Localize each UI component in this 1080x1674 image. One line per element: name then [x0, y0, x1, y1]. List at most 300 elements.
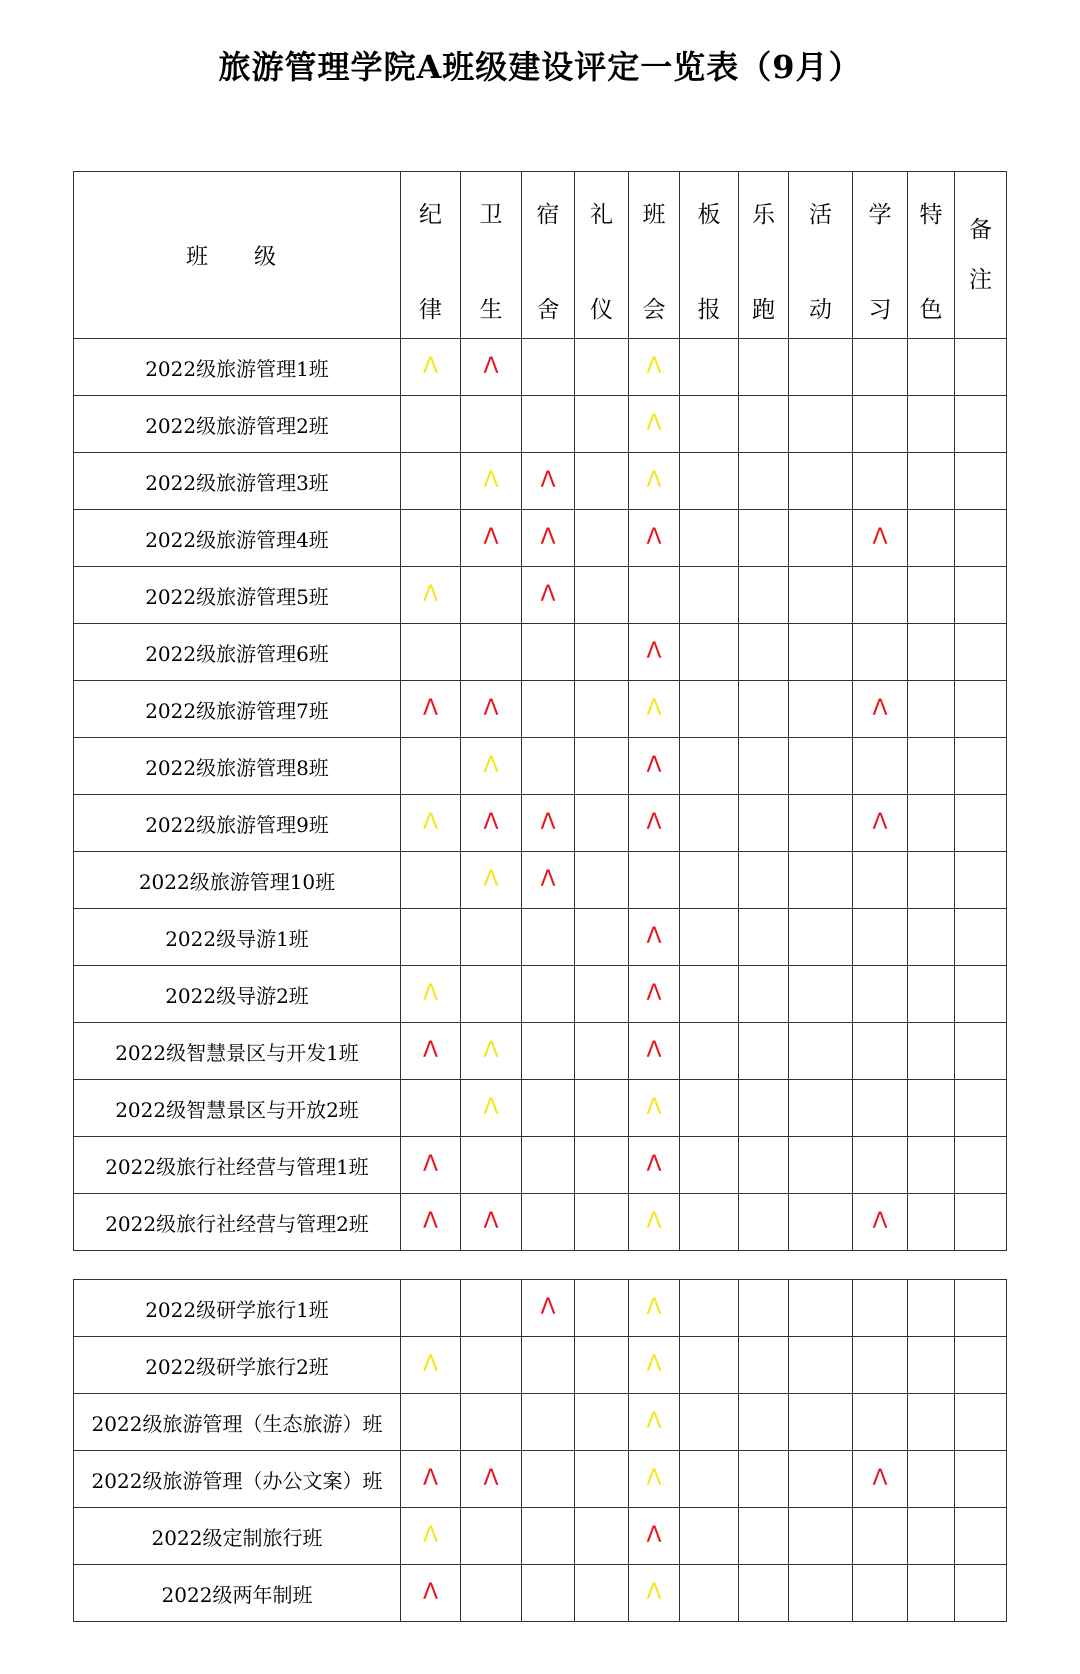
rating-cell [853, 1565, 908, 1622]
class-name-cell [74, 909, 401, 966]
header-char: 报 [697, 297, 721, 323]
header-dormitory [522, 172, 575, 339]
rating-cell [739, 1023, 789, 1080]
table-row [74, 909, 1007, 966]
rating-cell [789, 852, 853, 909]
rating-cell [739, 852, 789, 909]
rating-cell [908, 1280, 955, 1337]
rating-cell [908, 1337, 955, 1394]
rating-cell [908, 795, 955, 852]
remarks-cell [955, 567, 1007, 624]
class-name: 2022级定制旅行班 [151, 1525, 323, 1550]
rating-cell [522, 1451, 575, 1508]
rating-cell [739, 795, 789, 852]
class-name: 2022级旅游管理9班 [145, 812, 329, 837]
rating-mark-red: Λ [483, 354, 499, 379]
rating-cell [575, 795, 629, 852]
rating-cell [575, 1023, 629, 1080]
remarks-cell [955, 1280, 1007, 1337]
rating-cell [522, 1194, 575, 1251]
class-name: 2022级旅行社经营与管理1班 [105, 1154, 369, 1179]
class-name-cell [74, 681, 401, 738]
rating-cell [575, 453, 629, 510]
table-row [74, 453, 1007, 510]
rating-cell [789, 1565, 853, 1622]
rating-cell [461, 966, 522, 1023]
table-row [74, 966, 1007, 1023]
rating-cell [461, 1451, 522, 1508]
rating-cell [522, 453, 575, 510]
rating-cell [629, 1394, 680, 1451]
table-row [74, 1508, 1007, 1565]
class-name: 2022级旅游管理7班 [145, 698, 329, 723]
rating-cell [789, 339, 853, 396]
rating-cell [629, 396, 680, 453]
rating-cell [401, 510, 461, 567]
rating-cell [522, 1565, 575, 1622]
rating-mark-red: Λ [646, 981, 662, 1006]
rating-cell [680, 1394, 739, 1451]
header-char: 会 [642, 297, 666, 323]
rating-cell [853, 624, 908, 681]
rating-mark-red: Λ [872, 525, 888, 550]
rating-cell [853, 1394, 908, 1451]
rating-cell [789, 909, 853, 966]
rating-mark-yellow: Λ [646, 1352, 662, 1377]
rating-cell [789, 624, 853, 681]
table-row [74, 339, 1007, 396]
rating-cell [739, 1194, 789, 1251]
header-class-meeting [629, 172, 680, 339]
class-name: 2022级旅游管理2班 [145, 413, 329, 438]
rating-cell [401, 738, 461, 795]
rating-cell [522, 1394, 575, 1451]
remarks-cell [955, 738, 1007, 795]
rating-cell [522, 852, 575, 909]
rating-cell [461, 1137, 522, 1194]
rating-mark-red: Λ [540, 810, 556, 835]
rating-cell [680, 909, 739, 966]
rating-cell [739, 966, 789, 1023]
rating-cell [461, 1080, 522, 1137]
rating-cell [789, 567, 853, 624]
header-char: 习 [868, 297, 892, 323]
rating-cell [401, 1194, 461, 1251]
rating-mark-red: Λ [646, 924, 662, 949]
class-name: 2022级导游1班 [165, 926, 309, 951]
rating-cell [789, 738, 853, 795]
page-title: 旅游管理学院A班级建设评定一览表（9月） [218, 48, 862, 86]
rating-cell [680, 1508, 739, 1565]
rating-cell [853, 1451, 908, 1508]
class-name-cell [74, 567, 401, 624]
rating-cell [680, 795, 739, 852]
remarks-cell [955, 909, 1007, 966]
rating-cell [739, 1137, 789, 1194]
rating-cell [739, 909, 789, 966]
rating-cell [522, 1508, 575, 1565]
remarks-cell [955, 1023, 1007, 1080]
rating-mark-red: Λ [483, 1466, 499, 1491]
table-main-body [74, 339, 1007, 1251]
rating-cell [575, 681, 629, 738]
rating-cell [789, 1394, 853, 1451]
rating-cell [401, 396, 461, 453]
rating-cell [522, 681, 575, 738]
remarks-cell [955, 396, 1007, 453]
rating-cell [908, 567, 955, 624]
rating-cell [629, 852, 680, 909]
table-row [74, 1194, 1007, 1251]
table-row [74, 1023, 1007, 1080]
rating-cell [461, 624, 522, 681]
remarks-cell [955, 339, 1007, 396]
rating-cell [629, 1337, 680, 1394]
class-name: 2022级旅游管理（办公文案）班 [91, 1468, 383, 1493]
rating-cell [401, 1080, 461, 1137]
rating-cell [853, 339, 908, 396]
class-name-cell [74, 738, 401, 795]
rating-cell [789, 1080, 853, 1137]
table-row [74, 1394, 1007, 1451]
rating-cell [853, 510, 908, 567]
header-char: 宿 [536, 202, 560, 228]
rating-cell [853, 795, 908, 852]
rating-cell [629, 966, 680, 1023]
rating-mark-yellow: Λ [646, 1580, 662, 1605]
header-char: 纪 [419, 202, 442, 228]
table-row [74, 852, 1007, 909]
rating-cell [739, 681, 789, 738]
class-name: 2022级旅游管理10班 [138, 869, 336, 894]
rating-cell [908, 1508, 955, 1565]
rating-cell [680, 1194, 739, 1251]
table-row [74, 681, 1007, 738]
rating-cell [789, 453, 853, 510]
rating-mark-red: Λ [483, 525, 499, 550]
rating-cell [461, 1337, 522, 1394]
rating-cell [680, 1451, 739, 1508]
rating-cell [853, 1137, 908, 1194]
rating-cell [461, 1023, 522, 1080]
remarks-cell [955, 453, 1007, 510]
rating-mark-yellow: Λ [646, 1466, 662, 1491]
rating-cell [680, 453, 739, 510]
class-name-cell [74, 510, 401, 567]
rating-cell [739, 339, 789, 396]
rating-cell [401, 567, 461, 624]
rating-mark-red: Λ [646, 639, 662, 664]
rating-cell [401, 339, 461, 396]
rating-cell [739, 1451, 789, 1508]
rating-cell [853, 966, 908, 1023]
header-remarks [955, 172, 1007, 339]
rating-mark-red: Λ [646, 1152, 662, 1177]
rating-cell [739, 396, 789, 453]
rating-cell [908, 396, 955, 453]
rating-cell [739, 510, 789, 567]
rating-cell [522, 624, 575, 681]
rating-cell [575, 1280, 629, 1337]
rating-mark-red: Λ [646, 525, 662, 550]
rating-mark-red: Λ [483, 696, 499, 721]
class-name-cell [74, 1394, 401, 1451]
class-name-cell [74, 852, 401, 909]
table-row [74, 1280, 1007, 1337]
rating-cell [461, 453, 522, 510]
remarks-cell [955, 852, 1007, 909]
rating-cell [401, 795, 461, 852]
rating-cell [853, 1337, 908, 1394]
class-name-cell [74, 1194, 401, 1251]
rating-cell [401, 681, 461, 738]
class-name-cell [74, 1508, 401, 1565]
header-char: 班 [642, 202, 666, 228]
rating-cell [629, 1080, 680, 1137]
rating-cell [461, 510, 522, 567]
class-name: 2022级旅游管理6班 [145, 641, 329, 666]
rating-cell [401, 966, 461, 1023]
class-name-cell [74, 1023, 401, 1080]
rating-cell [522, 1280, 575, 1337]
rating-mark-red: Λ [646, 1038, 662, 1063]
rating-cell [401, 1337, 461, 1394]
rating-cell [629, 909, 680, 966]
rating-mark-yellow: Λ [646, 696, 662, 721]
header-row [74, 172, 1007, 339]
rating-cell [739, 738, 789, 795]
rating-cell [908, 966, 955, 1023]
rating-cell [522, 1080, 575, 1137]
rating-mark-yellow: Λ [422, 1352, 439, 1377]
table-secondary-body [74, 1280, 1007, 1622]
header-class [74, 172, 401, 339]
rating-cell [629, 453, 680, 510]
rating-cell [629, 567, 680, 624]
rating-cell [908, 624, 955, 681]
rating-cell [853, 1080, 908, 1137]
rating-cell [461, 1194, 522, 1251]
rating-cell [522, 1337, 575, 1394]
table-row [74, 1565, 1007, 1622]
rating-cell [401, 624, 461, 681]
rating-cell [522, 738, 575, 795]
rating-cell [461, 909, 522, 966]
rating-cell [575, 1137, 629, 1194]
rating-mark-red: Λ [872, 810, 888, 835]
rating-cell [853, 681, 908, 738]
rating-cell [680, 1080, 739, 1137]
header-char: 学 [868, 202, 892, 228]
rating-mark-yellow: Λ [422, 582, 439, 607]
header-etiquette [575, 172, 629, 339]
header-char: 跑 [752, 297, 775, 323]
rating-cell [629, 510, 680, 567]
rating-cell [401, 852, 461, 909]
remarks-cell [955, 966, 1007, 1023]
rating-cell [908, 909, 955, 966]
rating-cell [789, 1023, 853, 1080]
header-char: 备 [969, 217, 992, 243]
rating-cell [739, 624, 789, 681]
remarks-cell [955, 1080, 1007, 1137]
rating-cell [401, 1451, 461, 1508]
rating-cell [522, 1023, 575, 1080]
rating-cell [401, 1280, 461, 1337]
class-name-cell [74, 795, 401, 852]
header-char: 动 [809, 297, 832, 323]
rating-mark-yellow: Λ [646, 1295, 662, 1320]
rating-cell [853, 909, 908, 966]
rating-cell [575, 1080, 629, 1137]
rating-cell [575, 1337, 629, 1394]
rating-cell [680, 852, 739, 909]
table-row [74, 567, 1007, 624]
rating-cell [739, 453, 789, 510]
rating-mark-yellow: Λ [483, 753, 499, 778]
table-row [74, 1451, 1007, 1508]
rating-mark-red: Λ [540, 525, 556, 550]
header-blackboard [680, 172, 739, 339]
rating-cell [789, 1194, 853, 1251]
remarks-cell [955, 510, 1007, 567]
rating-mark-red: Λ [540, 1295, 556, 1320]
rating-cell [522, 909, 575, 966]
rating-cell [575, 1451, 629, 1508]
rating-cell [853, 453, 908, 510]
class-name: 2022级旅行社经营与管理2班 [105, 1211, 369, 1236]
remarks-cell [955, 1194, 1007, 1251]
class-name: 2022级两年制班 [161, 1582, 313, 1607]
rating-cell [629, 1508, 680, 1565]
rating-cell [575, 1394, 629, 1451]
rating-cell [575, 738, 629, 795]
class-name: 2022级旅游管理（生态旅游）班 [91, 1411, 383, 1436]
class-name: 2022级智慧景区与开放2班 [115, 1097, 359, 1122]
remarks-cell [955, 681, 1007, 738]
rating-cell [461, 738, 522, 795]
rating-cell [629, 795, 680, 852]
rating-cell [680, 966, 739, 1023]
rating-cell [908, 339, 955, 396]
rating-cell [908, 1080, 955, 1137]
rating-mark-red: Λ [646, 810, 662, 835]
table-row [74, 1080, 1007, 1137]
rating-mark-red: Λ [872, 1466, 888, 1491]
rating-mark-red: Λ [422, 1209, 439, 1234]
rating-cell [401, 909, 461, 966]
rating-mark-red: Λ [646, 753, 662, 778]
remarks-cell [955, 1451, 1007, 1508]
class-name-cell [74, 966, 401, 1023]
rating-cell [575, 339, 629, 396]
rating-cell [853, 1280, 908, 1337]
remarks-cell [955, 795, 1007, 852]
rating-cell [789, 966, 853, 1023]
rating-mark-yellow: Λ [646, 1409, 662, 1434]
rating-mark-red: Λ [540, 867, 556, 892]
header-char: 注 [969, 267, 992, 293]
remarks-cell [955, 624, 1007, 681]
class-name: 2022级研学旅行1班 [145, 1297, 329, 1322]
rating-mark-red: Λ [422, 1466, 439, 1491]
rating-cell [853, 1194, 908, 1251]
rating-cell [401, 1137, 461, 1194]
rating-cell [629, 624, 680, 681]
table-row [74, 795, 1007, 852]
class-name: 2022级智慧景区与开发1班 [115, 1040, 359, 1065]
rating-mark-yellow: Λ [483, 1095, 499, 1120]
rating-cell [461, 852, 522, 909]
header-char: 仪 [590, 297, 613, 323]
rating-cell [629, 1137, 680, 1194]
class-name: 2022级旅游管理4班 [145, 527, 329, 552]
rating-cell [629, 1565, 680, 1622]
remarks-cell [955, 1565, 1007, 1622]
header-char: 乐 [752, 202, 775, 228]
header-char: 特 [919, 202, 943, 228]
rating-mark-yellow: Λ [422, 1523, 439, 1548]
rating-cell [522, 396, 575, 453]
class-name: 2022级旅游管理3班 [145, 470, 329, 495]
rating-cell [680, 1337, 739, 1394]
rating-cell [629, 738, 680, 795]
rating-mark-yellow: Λ [646, 468, 662, 493]
rating-cell [522, 339, 575, 396]
rating-cell [853, 738, 908, 795]
rating-cell [575, 852, 629, 909]
header-activity [789, 172, 853, 339]
rating-cell [908, 1137, 955, 1194]
rating-cell [629, 1280, 680, 1337]
class-name-cell [74, 396, 401, 453]
rating-cell [739, 1565, 789, 1622]
rating-cell [680, 1565, 739, 1622]
rating-cell [522, 1137, 575, 1194]
rating-cell [461, 396, 522, 453]
rating-cell [739, 1508, 789, 1565]
class-name-cell [74, 1337, 401, 1394]
rating-mark-yellow: Λ [422, 354, 439, 379]
rating-mark-red: Λ [422, 1580, 439, 1605]
rating-cell [853, 396, 908, 453]
header-char: 舍 [536, 297, 560, 323]
rating-cell [908, 852, 955, 909]
class-name: 2022级旅游管理5班 [145, 584, 329, 609]
rating-cell [908, 510, 955, 567]
rating-cell [853, 852, 908, 909]
rating-cell [739, 567, 789, 624]
rating-cell [908, 1565, 955, 1622]
class-name-cell [74, 1280, 401, 1337]
rating-cell [789, 795, 853, 852]
remarks-cell [955, 1394, 1007, 1451]
table-row [74, 738, 1007, 795]
rating-cell [575, 966, 629, 1023]
rating-cell [789, 1508, 853, 1565]
rating-cell [680, 567, 739, 624]
rating-cell [908, 681, 955, 738]
remarks-cell [955, 1337, 1007, 1394]
remarks-cell [955, 1137, 1007, 1194]
rating-cell [461, 1394, 522, 1451]
rating-cell [629, 339, 680, 396]
class-name-cell [74, 339, 401, 396]
rating-cell [680, 1137, 739, 1194]
rating-cell [629, 1194, 680, 1251]
table-row [74, 396, 1007, 453]
rating-cell [522, 567, 575, 624]
